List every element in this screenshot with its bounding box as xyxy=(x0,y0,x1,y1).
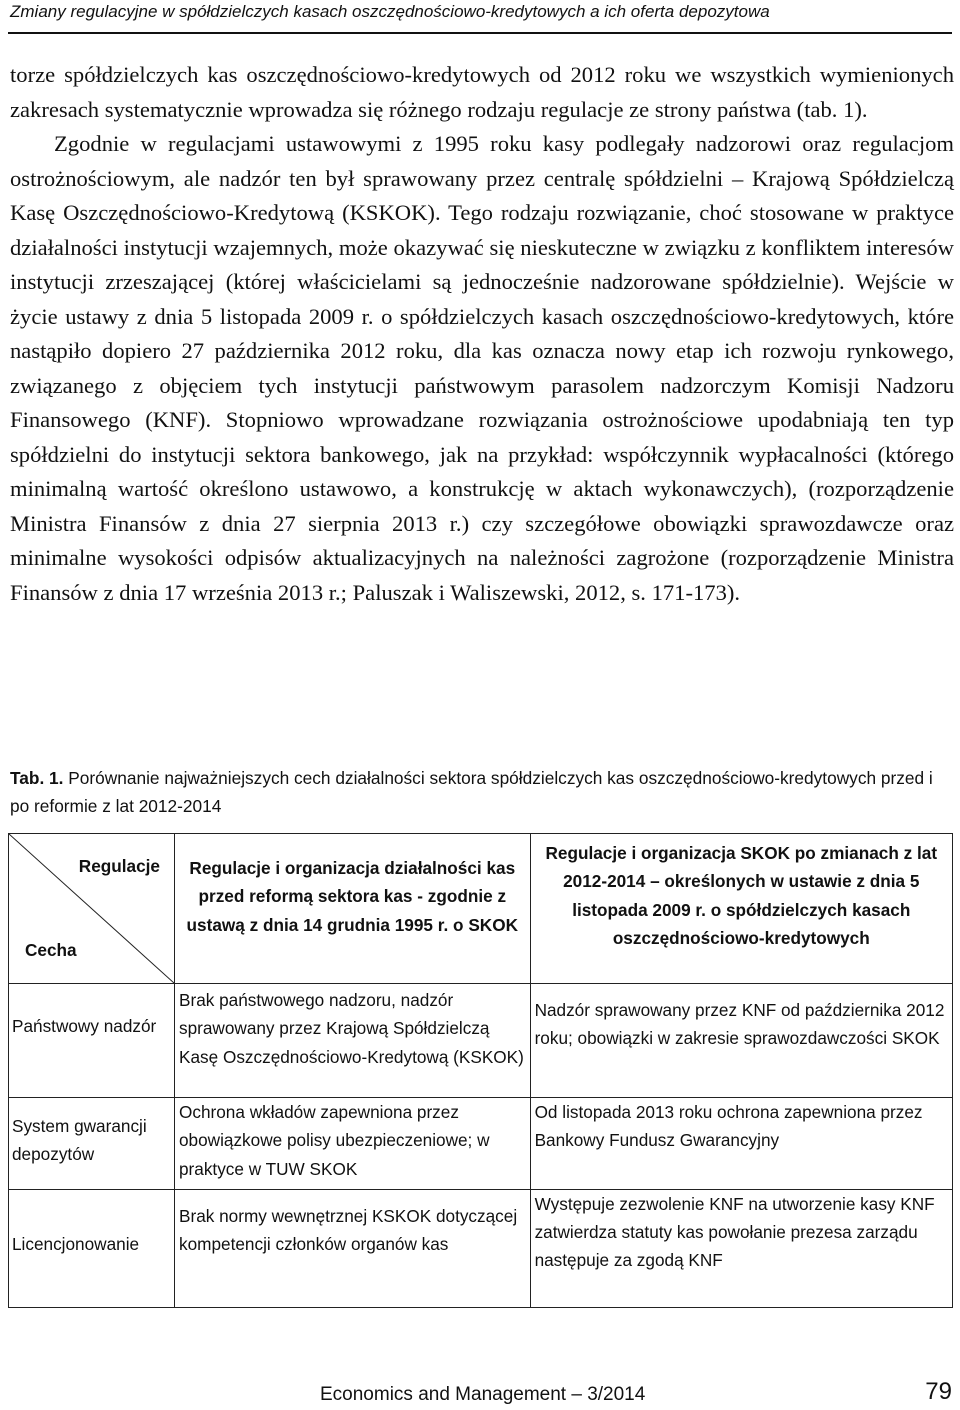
cell-before: Brak normy wewnętrznej KSKOK dotyczącej kompetencji członków organów kas xyxy=(175,1189,531,1307)
cell-after: Nadzór sprawowany przez KNF od października 2012 roku; obowiązki w zakresie sprawozdawczości SKOK xyxy=(530,984,952,1098)
comparison-table xyxy=(8,833,953,1308)
footer-journal: Economics and Management – 3/2014 xyxy=(320,1384,646,1405)
comparison-table-wrapper xyxy=(8,833,953,1308)
header-corner-cell xyxy=(9,834,175,984)
table-row xyxy=(9,1098,953,1190)
table-row xyxy=(9,1189,953,1307)
table-caption-text: Porównanie najważniejszych cech działalności sektora spółdzielczych kas oszczędnościowo-kredytowych przed i po reformie z lat 2012-2014 xyxy=(10,768,933,816)
cell-before: Brak państwowego nadzoru, nadzór sprawowany przez Krajową Spółdzielczą Kasę Oszczędnościowo-Kredytową (KSKOK) xyxy=(175,984,531,1098)
cell-after: Od listopada 2013 roku ochrona zapewniona przez Bankowy Fundusz Gwarancyjny xyxy=(530,1098,952,1190)
paragraph-2: Zgodnie w regulacjami ustawowymi z 1995 roku kasy podlegały nadzorowi oraz regulacjom ostrożnościowym, ale nadzór ten był sprawowany przez centralę spółdzielni – Krajową Spółdzielczą Kasę Oszczędnościowo-Kredytową (KSKOK). Tego rodzaju rozwiązanie, choć stosowane w praktyce działalności instytucji wzajemnych, może okazywać się nieskuteczne w związku z konfliktem interesów instytucji zrzeszającej (której właścicielami są jednocześnie nadzorowane spółdzielnie). Wejście w życie ustawy z dnia 5 listopada 2009 r. o spółdzielczych kasach oszczędnościowo-kredytowych, które nastąpiło dopiero 27 października 2012 roku, dla kas oznacza nowy etap ich rozwoju rynkowego, związanego z objęciem tych instytucji państwowym parasolem nadzorczym Komisji Nadzoru Finansowego (KNF). Stopniowo wprowadzane rozwiązania ostrożnościowe upodabniają ten typ spółdzielni do instytucji sektora bankowego, jak na przykład: współczynnik wypłacalności (którego minimalną wartość określono ustawowo, a konstrukcję w aktach wykonawczych), (rozporządzenie Ministra Finansów z dnia 27 sierpnia 2013 r.) czy szczegółowe obowiązki sprawozdawcze oraz minimalne wysokości odpisów aktualizacyjnych na należności zagrożone (rozporządzenie Ministra Finansów z dnia 17 września 2013 r.; Paluszak i Waliszewski, 2012, s. 171-173). xyxy=(10,131,954,605)
table-row xyxy=(9,984,953,1098)
body-text xyxy=(10,58,954,610)
table-caption-label: Tab. 1. xyxy=(10,768,64,788)
paragraph-1: torze spółdzielczych kas oszczędnościowo-kredytowych od 2012 roku we wszystkich wymienionych zakresach systematycznie wprowadza się różnego rodzaju regulacje ze strony państwa (tab. 1). xyxy=(10,62,954,122)
header-rule xyxy=(8,32,952,34)
row-label: Licencjonowanie xyxy=(9,1189,175,1307)
page-number: 79 xyxy=(925,1378,952,1405)
header-cecha: Cecha xyxy=(25,940,77,960)
row-label: System gwarancji depozytów xyxy=(9,1098,175,1190)
header-regulacje: Regulacje xyxy=(78,856,160,876)
table-header-row xyxy=(9,834,953,984)
cell-before: Ochrona wkładów zapewniona przez obowiązkowe polisy ubezpieczeniowe; w praktyce w TUW SKOK xyxy=(175,1098,531,1190)
column-header-after: Regulacje i organizacja SKOK po zmianach z lat 2012-2014 – określonych w ustawie z dnia 5 listopada 2009 r. o spółdzielczych kasach oszczędnościowo-kredytowych xyxy=(530,834,952,984)
cell-after: Występuje zezwolenie KNF na utworzenie kasy KNF zatwierdza statuty kas powołanie prezesa zarządu następuje za zgodą KNF xyxy=(530,1189,952,1307)
row-label: Państwowy nadzór xyxy=(9,984,175,1098)
table-caption xyxy=(10,764,954,820)
column-header-before: Regulacje i organizacja działalności kas przed reformą sektora kas - zgodnie z ustawą z dnia 14 grudnia 1995 r. o SKOK xyxy=(175,834,531,984)
running-head: Zmiany regulacyjne w spółdzielczych kasach oszczędnościowo-kredytowych a ich oferta depozytowa xyxy=(10,2,770,21)
